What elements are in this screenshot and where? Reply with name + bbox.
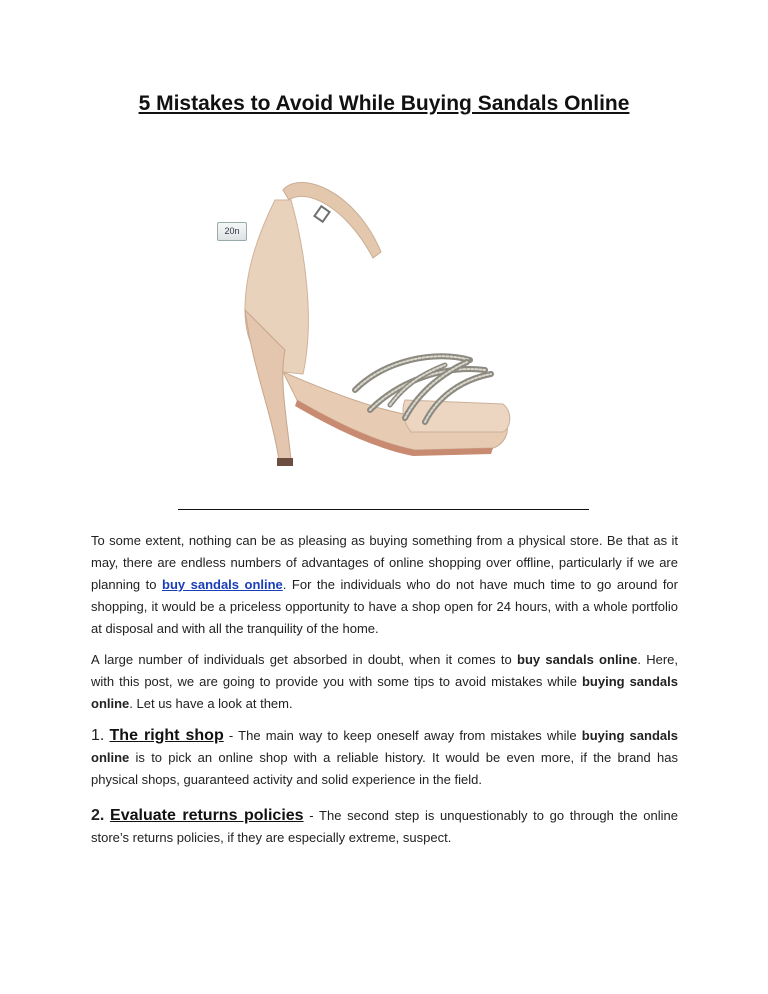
tip-1-text-1: - The main way to keep oneself away from mistakes while bbox=[223, 728, 582, 743]
page-title: 5 Mistakes to Avoid While Buying Sandals Online bbox=[138, 92, 630, 115]
intro-text-1: To some extent, nothing can be as pleasing as buying something from a physical store. Be that as it may, there are endless numbers of advantages of online shopping over offline, particularly if we are planning to bbox=[91, 533, 678, 592]
tip-1-bold: buying sandals online bbox=[91, 728, 678, 765]
size-tag: 20n bbox=[217, 222, 247, 241]
tip-2-heading: Evaluate returns policies bbox=[110, 807, 304, 824]
tip-1-text-2: is to pick an online shop with a reliable history. It would be even more, if the brand has physical shops, guaranteed activity and solid experience in the field. bbox=[91, 750, 678, 787]
tip-2-number: 2. bbox=[91, 807, 105, 824]
para2-bold-1: buy sandals online bbox=[517, 652, 638, 667]
tip-2 bbox=[91, 805, 678, 849]
tip-1-number: 1. bbox=[91, 727, 105, 744]
paragraph-2 bbox=[91, 649, 678, 715]
intro-paragraph bbox=[91, 530, 678, 640]
horizontal-rule bbox=[178, 509, 589, 510]
para2-text-1: A large number of individuals get absorbed in doubt, when it comes to bbox=[91, 652, 518, 667]
tip-1 bbox=[91, 725, 678, 791]
buy-sandals-link[interactable]: buy sandals online bbox=[162, 577, 283, 592]
para2-bold-2: buying sandals online bbox=[91, 674, 678, 711]
tip-2-text: - The second step is unquestionably to go through the online store’s returns policies, if they are especially extreme, suspect. bbox=[91, 808, 679, 845]
para2-text-3: . Let us have a look at them. bbox=[129, 696, 293, 711]
para2-text-2: . Here, with this post, we are going to provide you with some tips to avoid mistakes while bbox=[91, 652, 678, 689]
sandal-image bbox=[205, 160, 535, 490]
tip-1-heading: The right shop bbox=[109, 727, 224, 744]
intro-text-2: . For the individuals who do not have much time to go around for shopping, it would be a priceless opportunity to have a shop open for 24 hours, with a whole portfolio at disposal and with all the tranquility of the home. bbox=[91, 577, 678, 636]
